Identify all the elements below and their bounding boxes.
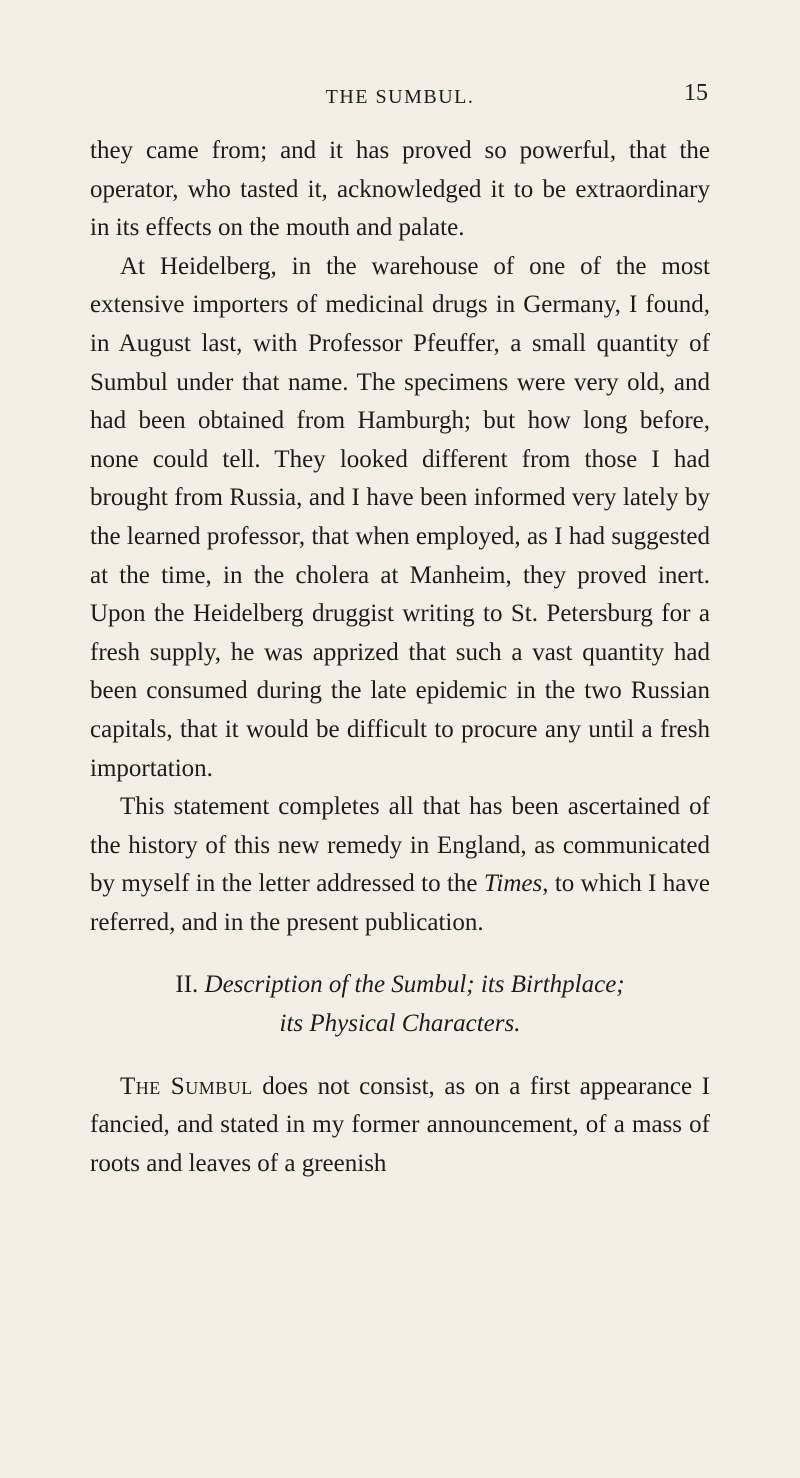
section-title-line-1: Description of the Sumbul; its Birthplace; <box>204 971 625 999</box>
paragraph-heidelberg: At Heidelberg, in the warehouse of one of the most extensive importers of medicinal drugs in Germany, I found, in August last, with Professor Pfeuffer, a small quantity of Sumbul under that name. The specimens were very old, and had been obtained from Hamburgh; but how long before, none could tell. They looked different from those I had brought from Russia, and I have been informed very lately by the learned professor, that when employed, as I had suggested at the time, in the cholera at Manheim, they proved inert. Upon the Heidelberg druggist writing to St. Petersburg for a fresh supply, he was apprized that such a vast quantity had been consumed during the late epidemic in the two Russian capitals, that it would be difficult to procure any until a fresh importation. <box>90 252 710 782</box>
paragraph-description <box>90 1068 710 1184</box>
paragraph-statement-end: , to which I have referred, and in the present publication. <box>90 870 711 936</box>
page-number: 15 <box>684 80 708 106</box>
paragraph-description-rest: does not consist, as on a first appearance I fancied, and stated in my former announcement, of a mass of roots and leaves of a greenish <box>90 1072 710 1177</box>
body-text <box>90 132 710 1183</box>
times-italic: Times <box>483 870 543 898</box>
sumbul-smallcaps: The Sumbul <box>120 1072 253 1100</box>
section-heading-line-1 <box>90 966 710 1005</box>
running-title: THE SUMBUL. <box>325 86 475 108</box>
section-numeral: II. <box>175 971 199 999</box>
paragraph-continuation: they came from; and it has proved so powerful, that the operator, who tasted it, acknowledged it to be extraordinary in its effects on the mouth and palate. <box>90 137 710 242</box>
section-title-line-2: its Physical Characters. <box>279 1010 521 1038</box>
paragraph-statement-start: This statement completes all that has been ascertained of the history of this new remedy in England, as communicated by myself in the letter addressed to the <box>90 793 710 898</box>
paragraph-statement <box>90 788 710 942</box>
running-head <box>0 80 800 112</box>
section-heading <box>90 966 710 1043</box>
